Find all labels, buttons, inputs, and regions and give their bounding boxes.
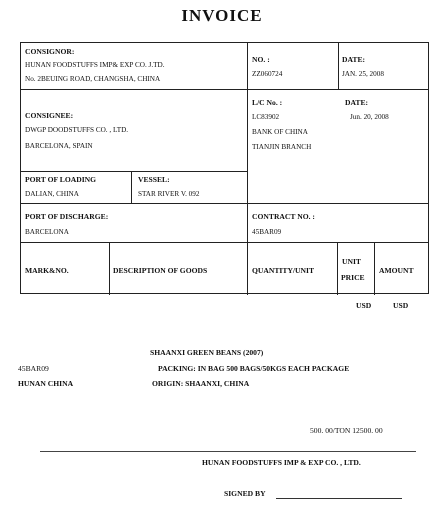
column-header-description: DESCRIPTION OF GOODS	[113, 266, 208, 275]
port-loading-label: PORT OF LOADING	[25, 175, 97, 184]
vessel-value: STAR RIVER V. 092	[138, 190, 200, 198]
lc-date-label: DATE:	[345, 98, 369, 107]
divider	[21, 242, 429, 243]
divider	[21, 171, 247, 172]
unit-price-currency: USD	[356, 301, 372, 310]
vessel-label: VESSEL:	[138, 175, 170, 184]
divider	[338, 43, 339, 89]
company-signature-name: HUNAN FOODSTUFFS IMP & EXP CO. , LTD.	[202, 458, 361, 467]
column-header-quantity: QUANTITY/UNIT	[252, 266, 315, 275]
consignee-label: CONSIGNEE:	[25, 111, 74, 120]
divider	[247, 43, 248, 295]
lc-bank-line2: TIANJIN BRANCH	[252, 143, 312, 151]
price-and-amount: 500. 00/TON 12500. 00	[310, 426, 383, 435]
consignor-line1: HUNAN FOODSTUFFS IMP& EXP CO. J.TD.	[25, 61, 165, 69]
shipping-mark-line1: 45BAR09	[18, 364, 49, 373]
consignor-line2: No. 2BEUING ROAD, CHANGSHA, CHINA	[25, 75, 161, 83]
footer-divider	[40, 451, 416, 452]
divider	[21, 203, 429, 204]
invoice-date-label: DATE:	[342, 55, 366, 64]
port-loading-value: DALIAN, CHINA	[25, 190, 79, 198]
consignee-line1: DWGP DOODSTUFFS CO. , LTD.	[25, 126, 129, 134]
divider	[109, 242, 110, 295]
signed-by-label: SIGNED BY	[224, 489, 266, 498]
invoice-no-label: NO. :	[252, 55, 270, 64]
invoice-no-value: ZZ060724	[252, 70, 283, 78]
column-header-amount: AMOUNT	[379, 266, 414, 275]
packing-info: PACKING: IN BAG 500 BAGS/50KGS EACH PACKAGE	[158, 364, 350, 373]
amount-currency: USD	[393, 301, 409, 310]
consignor-label: CONSIGNOR:	[25, 47, 75, 56]
divider	[374, 242, 375, 295]
lc-label: L/C No. :	[252, 98, 283, 107]
signature-line	[276, 498, 402, 499]
divider	[131, 171, 132, 203]
column-header-unit-price-line1: UNIT	[342, 257, 361, 266]
contract-value: 45BAR09	[252, 228, 282, 236]
divider	[337, 242, 338, 295]
lc-date-value: Jun. 20, 2008	[350, 113, 389, 121]
invoice-date-value: JAN. 25, 2008	[342, 70, 384, 78]
divider	[21, 89, 429, 90]
port-discharge-label: PORT OF DISCHARGE:	[25, 212, 109, 221]
column-header-unit-price-line2: PRICE	[341, 273, 365, 282]
goods-name: SHAANXI GREEN BEANS (2007)	[150, 348, 264, 357]
port-discharge-value: BARCELONA	[25, 228, 69, 236]
consignee-line2: BARCELONA, SPAIN	[25, 142, 93, 150]
contract-label: CONTRACT NO. :	[252, 212, 315, 221]
origin-info: ORIGIN: SHAANXI, CHINA	[152, 379, 250, 388]
lc-value: LC83902	[252, 113, 280, 121]
lc-bank-line1: BANK OF CHINA	[252, 128, 308, 136]
invoice-table	[20, 42, 429, 294]
invoice-title: INVOICE	[181, 6, 263, 25]
shipping-mark-line2: HUNAN CHINA	[18, 379, 74, 388]
column-header-mark: MARK&NO.	[25, 266, 69, 275]
